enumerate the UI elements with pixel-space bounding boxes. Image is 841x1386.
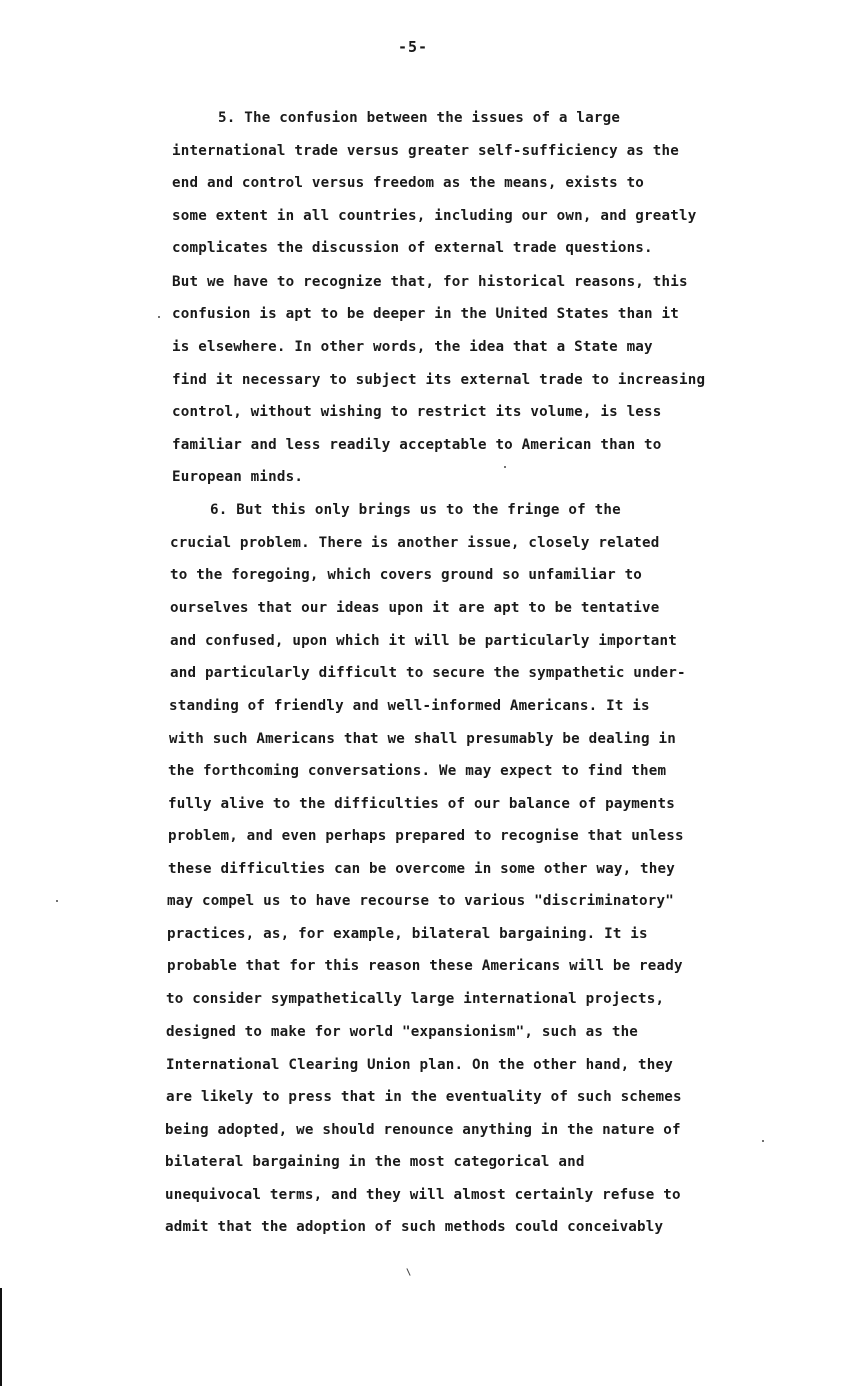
text-line: complicates the discussion of external trade questions.	[172, 240, 653, 256]
text-line: control, without wishing to restrict its volume, is less	[172, 404, 662, 420]
text-line: and confused, upon which it will be particularly important	[170, 633, 678, 649]
text-line: fully alive to the difficulties of our balance of payments	[168, 796, 676, 812]
text-line: international trade versus greater self-sufficiency as the	[172, 143, 680, 159]
text-line: 5. The confusion between the issues of a large	[218, 110, 621, 126]
text-line: International Clearing Union plan. On the other hand, they	[166, 1057, 674, 1073]
text-line: problem, and even perhaps prepared to recognise that unless	[168, 828, 684, 844]
text-line: may compel us to have recourse to various "discriminatory"	[167, 893, 675, 909]
scan-speck	[158, 316, 160, 318]
text-line: familiar and less readily acceptable to American than to	[172, 437, 662, 453]
text-line: practices, as, for example, bilateral bargaining. It is	[167, 926, 648, 942]
text-line: unequivocal terms, and they will almost certainly refuse to	[165, 1187, 681, 1203]
text-line: being adopted, we should renounce anything in the nature of	[165, 1122, 681, 1138]
text-line: the forthcoming conversations. We may expect to find them	[168, 763, 667, 779]
text-line: standing of friendly and well-informed Americans. It is	[169, 698, 650, 714]
text-line: to consider sympathetically large international projects,	[166, 991, 665, 1007]
text-line: to the foregoing, which covers ground so unfamiliar to	[170, 567, 643, 583]
text-line: these difficulties can be overcome in some other way, they	[168, 861, 676, 877]
page-number: -5-	[398, 38, 429, 56]
scan-speck	[504, 466, 506, 468]
text-line: 6. But this only brings us to the fringe of the	[210, 502, 621, 518]
scan-speck	[762, 1140, 764, 1142]
text-line: some extent in all countries, including our own, and greatly	[172, 208, 697, 224]
text-line: admit that the adoption of such methods could conceivably	[165, 1219, 664, 1235]
text-line: is elsewhere. In other words, the idea that a State may	[172, 339, 653, 355]
text-line: designed to make for world "expansionism", such as the	[166, 1024, 639, 1040]
text-line: confusion is apt to be deeper in the United States than it	[172, 306, 680, 322]
text-line: crucial problem. There is another issue, closely related	[170, 535, 660, 551]
text-line: European minds.	[172, 469, 304, 485]
text-line: end and control versus freedom as the means, exists to	[172, 175, 645, 191]
text-line: find it necessary to subject its external trade to increasing	[172, 372, 706, 388]
text-line: ourselves that our ideas upon it are apt to be tentative	[170, 600, 660, 616]
text-line: and particularly difficult to secure the sympathetic under-	[170, 665, 686, 681]
text-line: are likely to press that in the eventuality of such schemes	[166, 1089, 682, 1105]
text-line: probable that for this reason these Americans will be ready	[167, 958, 683, 974]
scan-speck	[56, 900, 58, 902]
text-line: with such Americans that we shall presumably be dealing in	[169, 731, 677, 747]
text-line: bilateral bargaining in the most categorical and	[165, 1154, 585, 1170]
scan-edge-mark	[0, 1288, 2, 1386]
text-line: But we have to recognize that, for historical reasons, this	[172, 274, 688, 290]
scan-speck	[406, 1268, 410, 1276]
